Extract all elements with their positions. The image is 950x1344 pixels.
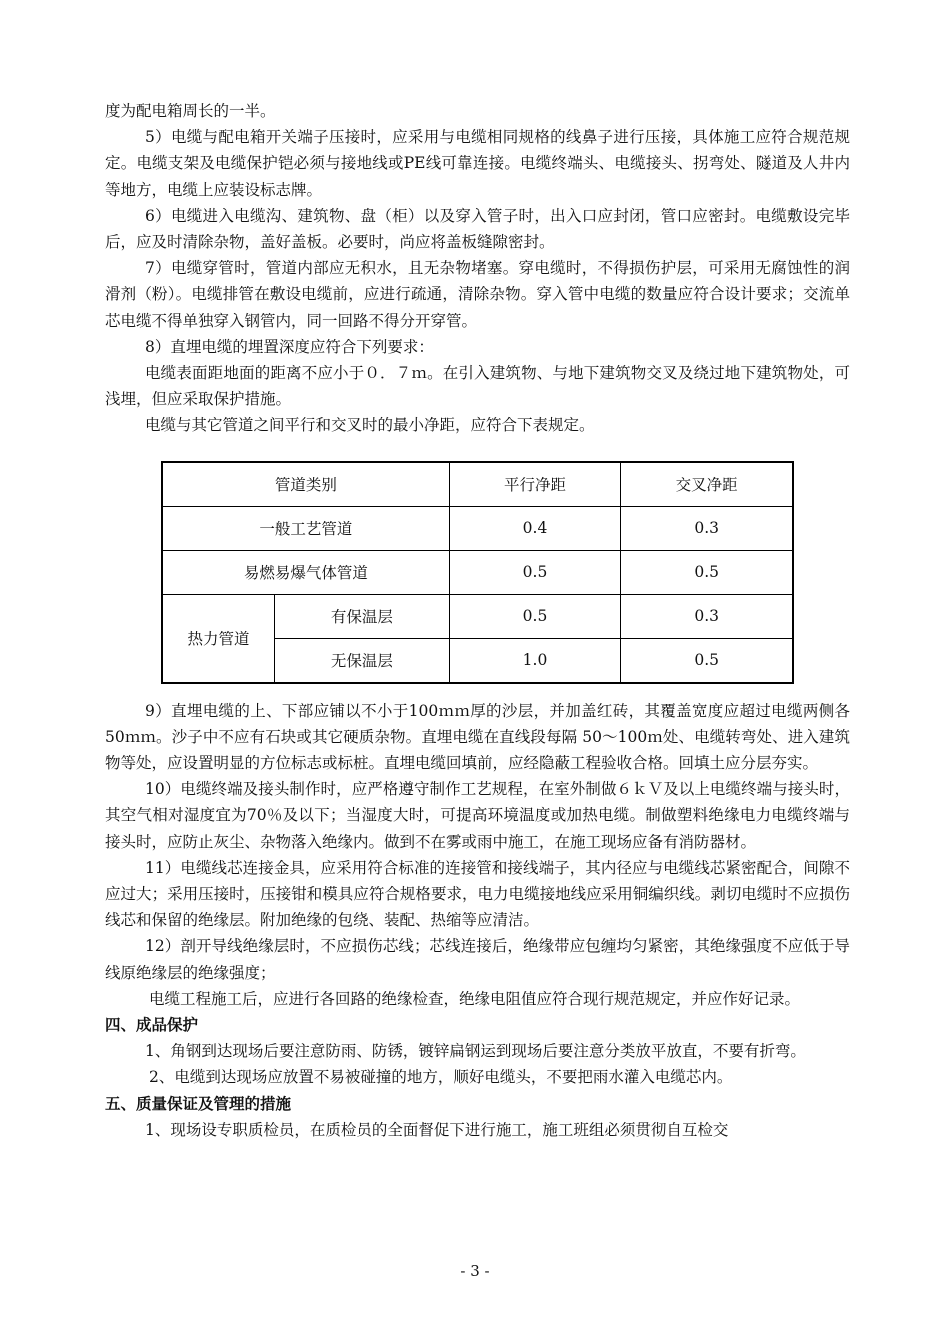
- table-cell-category: 一般工艺管道: [162, 506, 449, 550]
- table-cell-parallel: 0.4: [449, 506, 621, 550]
- paragraph: 11）电缆线芯连接金具，应采用符合标准的连接管和接线端子，其内径应与电缆线芯紧密配合，间隙不应过大；采用压接时，压接钳和模具应符合规格要求，电力电缆接地线应采用铜编织线。剥切电缆时不应损伤线芯和保留的绝缘层。附加绝缘的包绕、装配、热缩等应清洁。: [105, 858, 850, 930]
- table-row: [162, 506, 793, 550]
- paragraph: 7）电缆穿管时，管道内部应无积水，且无杂物堵塞。穿电缆时，不得损伤护层，可采用无腐蚀性的润滑剂（粉）。电缆排管在敷设电缆前，应进行疏通，清除杂物。穿入管中电缆的数量应符合设计要求；交流单芯电缆不得单独穿入钢管内，同一回路不得分开穿管。: [105, 259, 850, 330]
- table-cell-cross: 0.3: [621, 594, 793, 638]
- table-cell-parallel: 0.5: [449, 594, 621, 638]
- paragraph: 5）电缆与配电箱开关端子压接时，应采用与电缆相同规格的线鼻子进行压接，具体施工应符合规范规定。电缆支架及电缆保护铠必须与接地线或PE线可靠连接。电缆终端头、电缆接头、拐弯处、隧道及人井内等地方，电缆上应装设标志牌。: [105, 128, 850, 199]
- section-heading: 五、质量保证及管理的措施: [105, 1094, 292, 1113]
- table-row: [162, 594, 793, 638]
- paragraph: 12）剖开导线绝缘层时，不应损伤芯线；芯线连接后，绝缘带应包缠均匀紧密，其绝缘强度不应低于导线原绝缘层的绝缘强度；: [105, 937, 850, 982]
- list-item: 1、现场设专职质检员，在质检员的全面督促下进行施工，施工班组必须贯彻自互检交: [145, 1120, 729, 1139]
- table-cell-cross: 0.5: [621, 638, 793, 683]
- list-item: 2、电缆到达现场应放置不易被碰撞的地方，顺好电缆头，不要把雨水灌入电缆芯内。: [149, 1068, 733, 1087]
- table-cell-group: 热力管道: [162, 594, 275, 683]
- paragraph: 电缆表面距地面的距离不应小于０．７ｍ。在引入建筑物、与地下建筑物交叉及绕过地下建筑物处，可浅埋，但应采取保护措施。: [105, 364, 850, 409]
- paragraph: 9）直埋电缆的上、下部应铺以不小于100ｍｍ厚的沙层，并加盖红砖，其覆盖宽度应超过电缆两侧各50ｍｍ。沙子中不应有石块或其它硬质杂物。直埋电缆在直线段每隔 50～100ｍ处、电缆转弯处、进入建筑物等处，应设置明显的方位标志或标桩。直埋电缆回填前，应经隐蔽工程验收合格。回填土应分层夯实。: [105, 701, 850, 773]
- table-header-cross: 交叉净距: [621, 462, 793, 507]
- paragraph: 8）直埋电缆的埋置深度应符合下列要求：: [145, 337, 434, 356]
- section-heading: 四、成品保护: [105, 1016, 199, 1035]
- list-item: 1、角钢到达现场后要注意防雨、防锈，镀锌扁钢运到现场后要注意分类放平放直，不要有折弯。: [145, 1042, 806, 1061]
- table-cell-cross: 0.3: [621, 506, 793, 550]
- table-header-category: 管道类别: [162, 462, 449, 507]
- clearance-table: [161, 461, 794, 684]
- paragraph: 电缆工程施工后，应进行各回路的绝缘检查，绝缘电阻值应符合现行规范规定，并应作好记录。: [149, 989, 801, 1008]
- table-row: [162, 550, 793, 594]
- table-header-row: [162, 462, 793, 507]
- table-cell-parallel: 0.5: [449, 550, 621, 594]
- paragraph: 电缆与其它管道之间平行和交叉时的最小净距，应符合下表规定。: [145, 416, 595, 435]
- clearance-table-wrapper: [161, 461, 850, 684]
- table-cell-cross: 0.5: [621, 550, 793, 594]
- table-cell-subcategory: 无保温层: [275, 638, 450, 683]
- document-page: [105, 98, 850, 1143]
- paragraph: 6）电缆进入电缆沟、建筑物、盘（柜）以及穿入管子时，出入口应封闭，管口应密封。电缆敷设完毕后，应及时清除杂物，盖好盖板。必要时，尚应将盖板缝隙密封。: [105, 206, 850, 252]
- paragraph: 度为配电箱周长的一半。: [105, 102, 276, 120]
- page-number: - 3 -: [460, 1262, 490, 1280]
- table-cell-subcategory: 有保温层: [275, 594, 450, 638]
- table-cell-category: 易燃易爆气体管道: [162, 550, 449, 594]
- paragraph: 10）电缆终端及接头制作时，应严格遵守制作工艺规程，在室外制做６ｋＶ及以上电缆终端与接头时，其空气相对湿度宜为70％及以下；当湿度大时，可提高环境温度或加热电缆。制做塑料绝缘电力电缆终端与接头时，应防止灰尘、杂物落入绝缘内。做到不在雾或雨中施工，在施工现场应备有消防器材。: [105, 780, 850, 851]
- table-cell-parallel: 1.0: [449, 638, 621, 683]
- table-header-parallel: 平行净距: [449, 462, 621, 507]
